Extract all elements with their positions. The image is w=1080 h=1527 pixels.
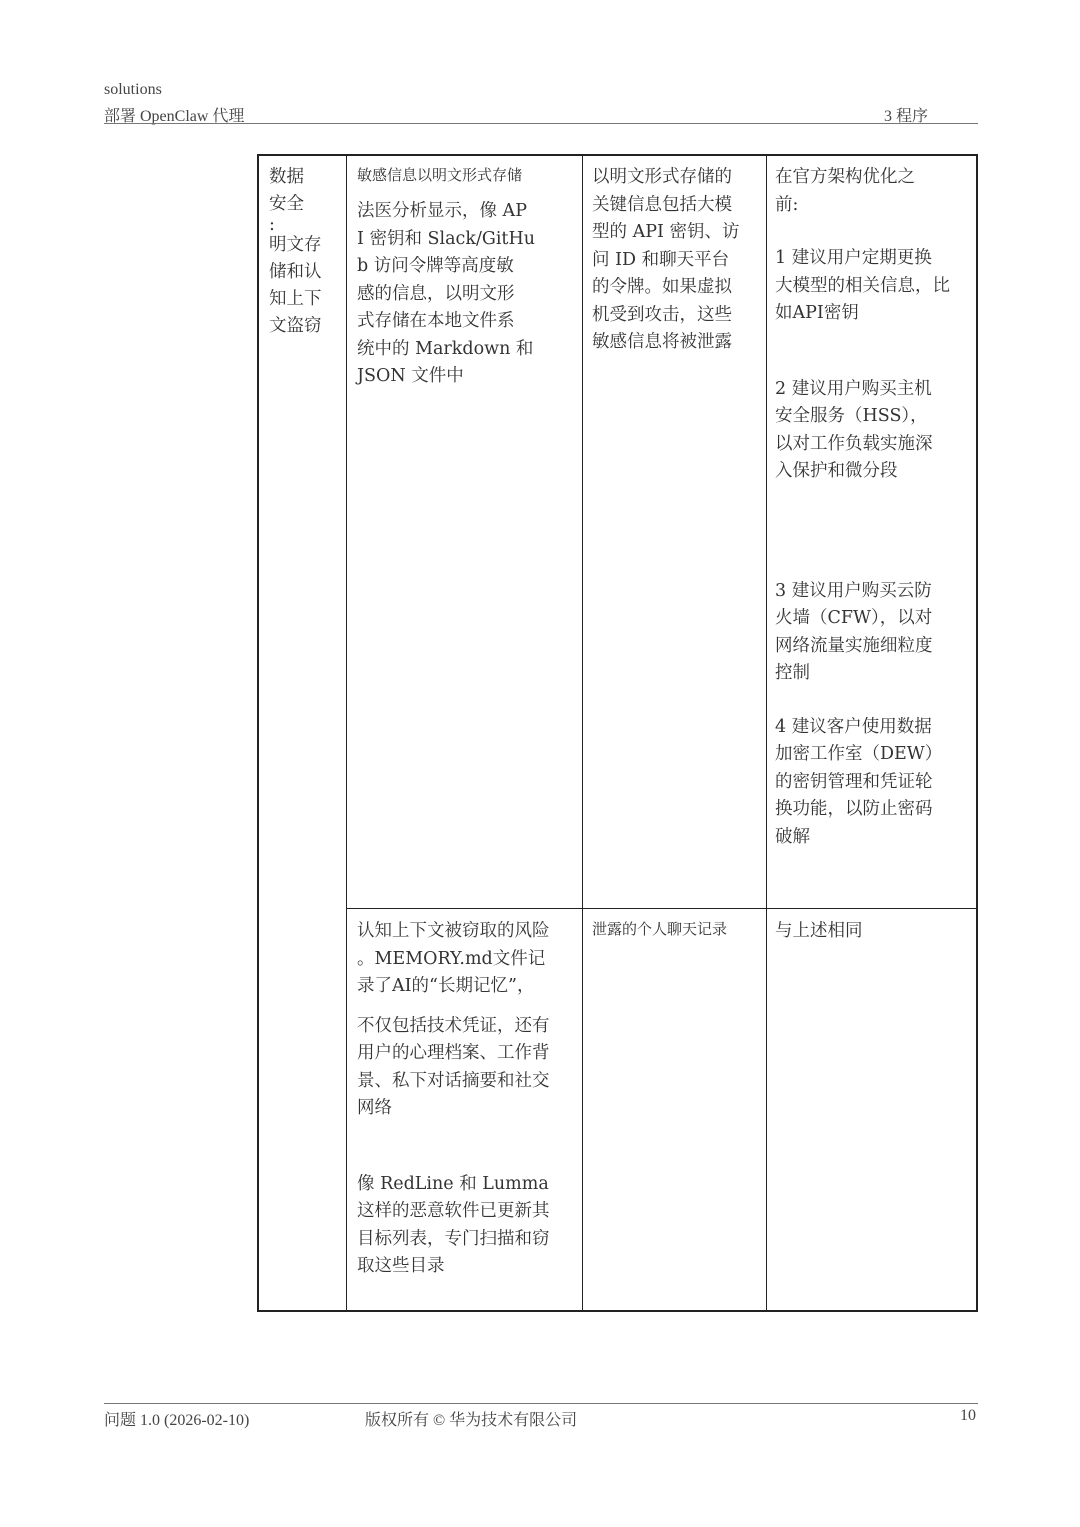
column-divider [346, 156, 347, 1310]
text-line: 以明文形式存储的 [592, 167, 732, 187]
text-line: 换功能，以防止密码 [775, 799, 933, 819]
footer-issue: 问题 1.0 (2026-02-10) [104, 1412, 250, 1429]
category-line: 知上下 [269, 289, 322, 309]
impact-cell [592, 918, 760, 940]
risk-title: 敏感信息以明文形式存储 [357, 166, 523, 184]
row-divider [346, 908, 976, 909]
text-line: 网络 [357, 1098, 392, 1118]
category-line: : [269, 215, 275, 235]
mitigation-item-1 [775, 245, 975, 328]
mitigation-item-2 [775, 376, 975, 486]
text-line: 这样的恶意软件已更新其 [357, 1201, 550, 1221]
text-line: 在官方架构优化之 [775, 167, 915, 187]
text-line: 以对工作负载实施深 [775, 433, 933, 454]
text-line: 4 建议客户使用数据 [775, 716, 932, 737]
text-line: 大模型的相关信息，比 [775, 275, 950, 296]
impact-cell [592, 164, 760, 357]
text-line: 。MEMORY.md文件记 [357, 948, 546, 969]
text-line: 目标列表，专门扫描和窃 [357, 1228, 550, 1249]
text-line: 入保护和微分段 [775, 461, 898, 481]
text-line: 统中的 Markdown 和 [357, 338, 534, 359]
category-line: 数据 [269, 167, 304, 187]
text-line: 泄露的个人聊天记录 [592, 920, 728, 938]
text-line: I 密钥和 Slack/GitHu [357, 228, 535, 249]
text-line: 1 建议用户定期更换 [775, 248, 932, 268]
text-line: 景、私下对话摘要和社交 [357, 1070, 550, 1091]
risk-paragraph [357, 1171, 575, 1281]
text-line: 法医分析显示，像 AP [357, 201, 527, 221]
header-doc-title: 部署 OpenClaw 代理 [104, 108, 245, 125]
text-line: JSON 文件中 [357, 366, 464, 386]
header-chapter: 3 程序 [883, 108, 928, 125]
text-line: 破解 [775, 826, 810, 847]
text-line: 录了AI的“长期记忆”， [357, 976, 535, 996]
risk-cell [357, 918, 575, 1281]
column-divider [766, 156, 767, 1310]
mitigation-intro [775, 164, 975, 219]
footer-page-number: 10 [960, 1407, 976, 1424]
text-line: 的令牌。如果虚拟 [592, 277, 732, 297]
footer-divider [104, 1403, 978, 1404]
mitigation-item-4 [775, 714, 975, 852]
text-line: 的密钥管理和凭证轮 [775, 771, 933, 792]
footer-copyright: 版权所有 © 华为技术有限公司 [365, 1412, 578, 1429]
text-line: 2 建议用户购买主机 [775, 378, 932, 399]
category-line: 安全 [269, 194, 304, 214]
category-line: 储和认 [269, 262, 322, 282]
risk-body [357, 198, 575, 391]
text-line: 不仅包括技术凭证，还有 [357, 1015, 550, 1036]
risk-table [257, 154, 978, 1312]
text-line: 火墙（CFW），以对 [775, 608, 933, 628]
text-line: 网络流量实施细粒度 [775, 635, 933, 656]
text-line: 问 ID 和聊天平台 [592, 249, 730, 270]
mitigation-cell [775, 164, 975, 851]
text-line: 认知上下文被窃取的风险 [357, 921, 550, 941]
text-line: 型的 API 密钥、访 [592, 222, 740, 242]
text-line: 机受到攻击，这些 [592, 304, 732, 325]
mitigation-item-3 [775, 578, 975, 688]
text-line: 加密工作室（DEW） [775, 744, 943, 764]
risk-cell [357, 164, 575, 391]
header-divider [104, 123, 978, 124]
text-line: 如API密钥 [775, 303, 859, 323]
text-line: 控制 [775, 663, 810, 683]
text-line: 与上述相同 [775, 921, 863, 941]
text-line: b 访问令牌等高度敏 [357, 256, 514, 276]
header-product: solutions [104, 81, 162, 98]
risk-paragraph [357, 1013, 575, 1123]
text-line: 安全服务（HSS）， [775, 406, 928, 426]
text-line: 感的信息，以明文形 [357, 283, 515, 304]
text-line: 用户的心理档案、工作背 [357, 1043, 550, 1063]
text-line: 关键信息包括大模 [592, 194, 732, 215]
mitigation-cell [775, 918, 975, 946]
category-line: 明文存 [269, 235, 322, 255]
text-line: 式存储在本地文件系 [357, 311, 515, 331]
category-cell [269, 164, 339, 340]
text-line: 取这些目录 [357, 1256, 445, 1276]
column-divider [582, 156, 583, 1310]
category-line: 文盗窃 [269, 316, 322, 336]
text-line: 前: [775, 194, 799, 215]
text-line: 像 RedLine 和 Lumma [357, 1173, 549, 1194]
text-line: 敏感信息将被泄露 [592, 332, 732, 352]
text-line: 3 建议用户购买云防 [775, 580, 932, 601]
risk-paragraph [357, 918, 575, 1001]
